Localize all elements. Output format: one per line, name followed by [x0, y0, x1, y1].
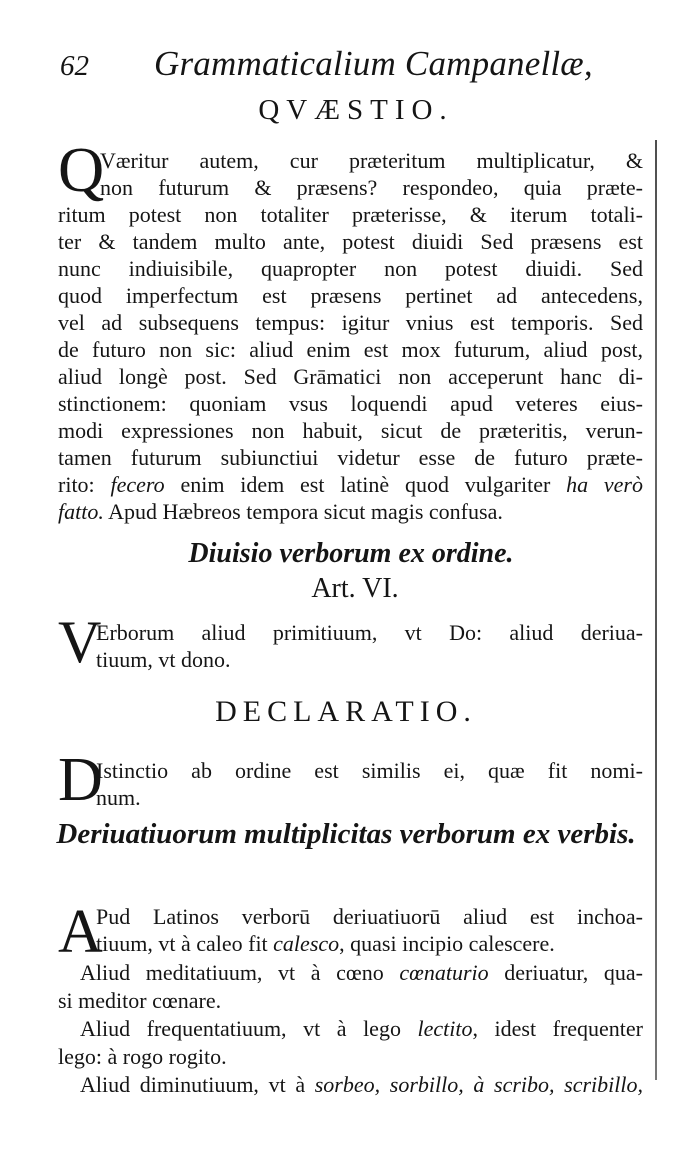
- text-line: quod imperfectum est præsens pertinet ad antecedens,: [58, 283, 643, 308]
- text-line: num.: [96, 785, 141, 810]
- drop-cap-d: D: [58, 746, 103, 814]
- text-line: tiuum, vt dono.: [96, 647, 231, 672]
- text-run: enim idem est latinè quod vulgariter: [164, 472, 567, 497]
- italic-run: cœnaturio: [399, 960, 489, 985]
- text-run: Apud Hæbreos tempora sicut magis confusa.: [103, 499, 503, 524]
- text-run: rito:: [58, 472, 111, 497]
- text-run: Aliud meditatiuum, vt à cœno: [80, 960, 400, 985]
- italic-run: fecero: [110, 472, 165, 497]
- binding-edge: [655, 140, 657, 1080]
- text-line: tamen futurum subiunctiui videtur esse de futuro præte-: [58, 445, 643, 470]
- text-run: tiuum, vt à caleo fit: [96, 931, 274, 956]
- text-run: Aliud diminutiuum, vt à: [80, 1072, 315, 1097]
- heading-article: Art. VI.: [311, 573, 399, 604]
- text-line: ter & tandem multo ante, potest diuidi Sed præsens est: [58, 229, 643, 254]
- text-line: ritum potest non totaliter præterisse, & iterum totali-: [58, 202, 643, 227]
- text-line: [80, 1072, 643, 1098]
- heading-declaratio: DECLARATIO.: [215, 695, 477, 728]
- page-number: 62: [60, 50, 89, 82]
- text-line: aliud longè post. Sed Grāmatici non acceperunt hanc di-: [58, 364, 643, 389]
- italic-run: fatto.: [58, 499, 104, 524]
- text-line: [58, 472, 643, 498]
- text-run: , idest frequenter: [472, 1016, 644, 1041]
- text-line: de futuro non sic: aliud enim est mox futurum, aliud post,: [58, 337, 643, 362]
- heading-deriuatiuorum: Deriuatiuorum multiplicitas verborum ex verbis.: [56, 818, 636, 850]
- text-line: Erborum aliud primitiuum, vt Do: aliud deriua-: [96, 620, 643, 645]
- italic-run: lectito: [417, 1016, 473, 1041]
- drop-cap-q: Q: [58, 134, 105, 205]
- text-run: deriuatur, qua-: [488, 960, 643, 985]
- text-line: [96, 931, 643, 957]
- heading-quaestio: QVÆSTIO.: [258, 94, 454, 126]
- running-head: Grammaticalium Campanellæ,: [154, 44, 593, 83]
- text-line: non futurum & præsens? respondeo, quia præte-: [100, 175, 643, 200]
- drop-cap-v: V: [58, 609, 102, 675]
- text-line: [80, 960, 643, 986]
- text-line: si meditor cœnare.: [58, 988, 222, 1013]
- heading-diuisio: Diuisio verborum ex ordine.: [188, 538, 514, 569]
- text-line: Istinctio ab ordine est similis ei, quæ fit nomi-: [96, 758, 643, 783]
- text-line: vel ad subsequens tempus: igitur vnius est temporis. Sed: [58, 310, 643, 335]
- drop-cap-a: A: [58, 898, 103, 966]
- page-header: [60, 44, 660, 84]
- text-run: , quasi incipio calescere.: [339, 931, 555, 956]
- text-line: [80, 1016, 643, 1042]
- text-line: lego: à rogo rogito.: [58, 1044, 227, 1069]
- text-line: nunc indiuisibile, quapropter non potest diuidi. Sed: [58, 256, 643, 281]
- italic-run: ha verò: [566, 472, 643, 497]
- text-line: Væritur autem, cur præteritum multiplicatur, &: [100, 148, 643, 173]
- italic-run: calesco: [273, 931, 340, 956]
- text-line: [58, 499, 643, 525]
- text-line: modi expressiones non habuit, sicut de præteritis, verun-: [58, 418, 643, 443]
- text-line: stinctionem: quoniam vsus loquendi apud veteres eius-: [58, 391, 643, 416]
- text-run: Aliud frequentatiuum, vt à lego: [80, 1016, 418, 1041]
- italic-run: sorbeo, sorbillo, à scribo, scribillo,: [314, 1072, 643, 1097]
- text-line: Pud Latinos verborū deriuatiuorū aliud est inchoa-: [96, 904, 643, 929]
